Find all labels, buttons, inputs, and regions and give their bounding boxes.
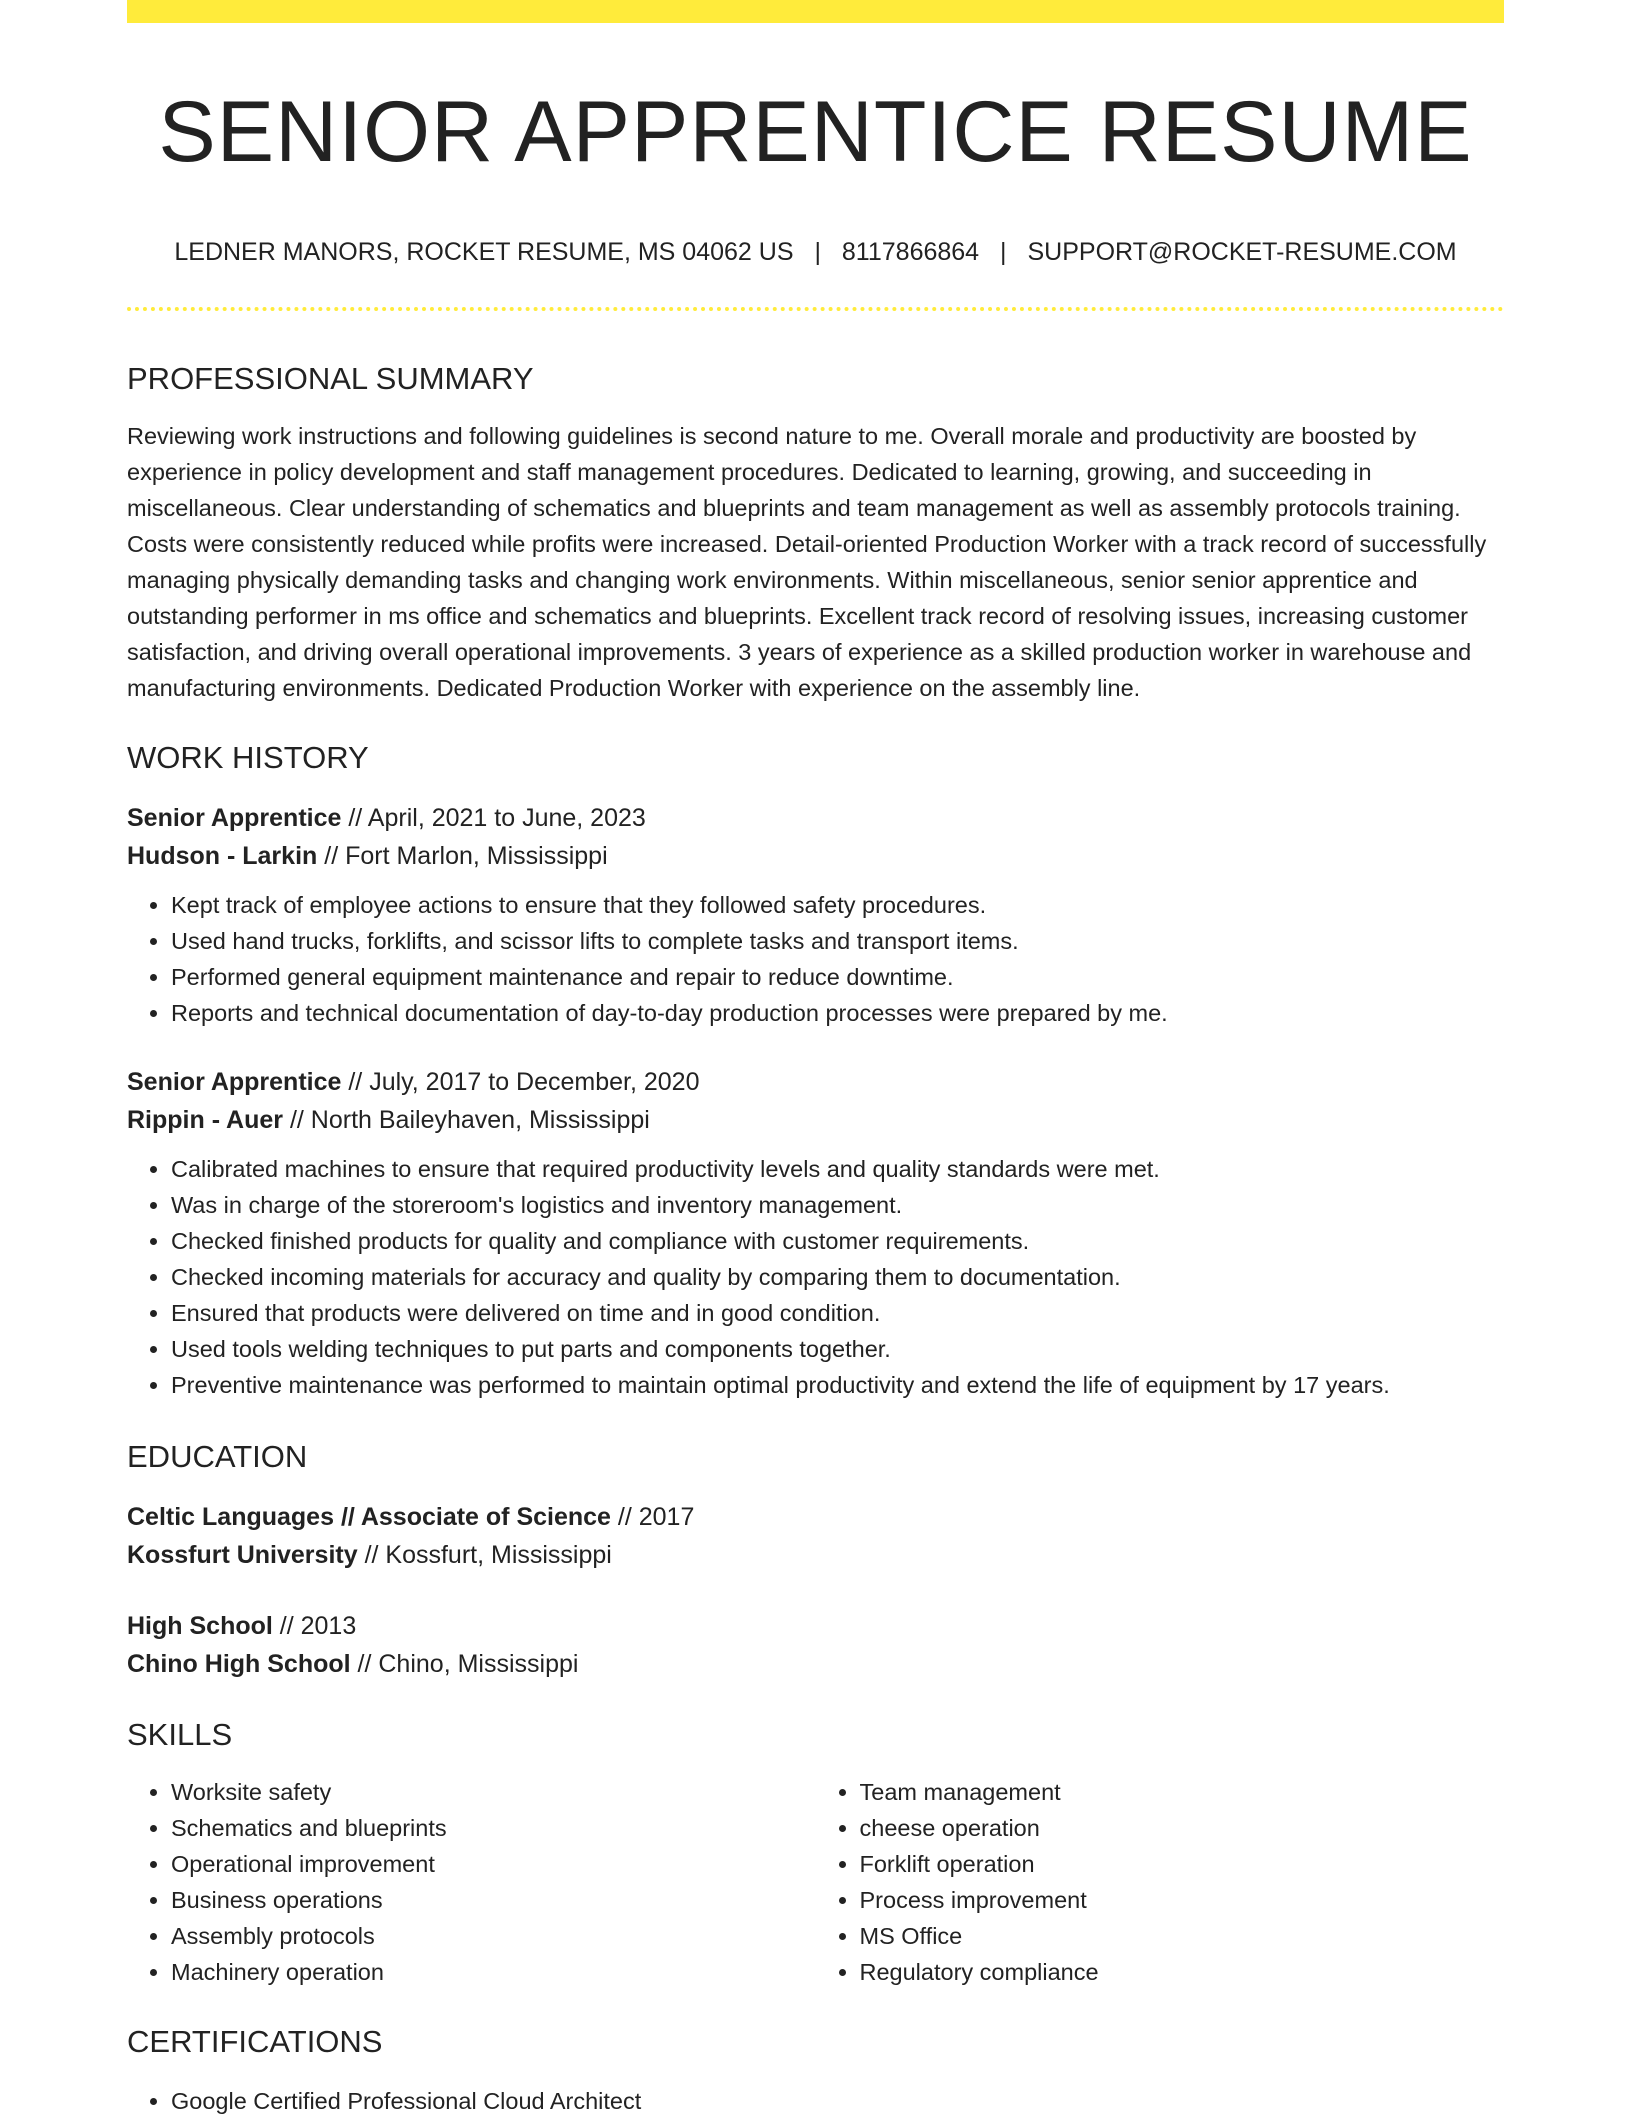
list-item: • Process improvement <box>860 1882 1505 1918</box>
list-item: • Checked finished products for quality and compliance with customer requirements. <box>171 1223 1504 1259</box>
job-dates: // July, 2017 to December, 2020 <box>341 1067 700 1096</box>
summary-heading: PROFESSIONAL SUMMARY <box>127 360 534 396</box>
job-entry <box>127 799 1504 1031</box>
summary-text: Reviewing work instructions and following guidelines is second nature to me. Overall morale and productivity are boosted by experience in policy development and staff management procedures. Dedicated to learning, growing, and succeeding in miscellaneous. Clear understanding of schematics and blueprints and team management as well as assembly protocols training. Costs were consistently reduced while profits were increased. Detail-oriented Production Worker with a track record of successfully managing physically demanding tasks and changing work environments. Within miscellaneous, senior senior apprentice and outstanding performer in ms office and schematics and blueprints. Excellent track record of resolving issues, increasing customer satisfaction, and driving overall operational improvements. 3 years of experience as a skilled production worker in warehouse and manufacturing environments. Dedicated Production Worker with experience on the assembly line. <box>127 422 1487 701</box>
resume-page <box>127 0 1504 2119</box>
job-dates: // April, 2021 to June, 2023 <box>341 803 646 832</box>
list-item: • MS Office <box>860 1918 1505 1954</box>
education-heading: EDUCATION <box>127 1438 308 1474</box>
education-school: Chino High School <box>127 1649 351 1678</box>
list-item: • Used tools welding techniques to put parts and components together. <box>171 1331 1504 1367</box>
job-entry <box>127 1063 1504 1403</box>
education-year: // 2017 <box>610 1502 695 1531</box>
education-school-line <box>127 1645 1504 1683</box>
job-company-line <box>127 1101 1504 1139</box>
job-role: Senior Apprentice <box>127 803 342 832</box>
list-item: • Worksite safety <box>171 1774 816 1810</box>
job-location: // North Baileyhaven, Mississippi <box>283 1105 650 1134</box>
education-entry <box>127 1498 1504 1574</box>
certifications-heading: CERTIFICATIONS <box>127 2023 383 2059</box>
list-item: • Was in charge of the storeroom's logistics and inventory management. <box>171 1187 1504 1223</box>
skills-columns <box>127 1774 1504 1990</box>
contact-address: LEDNER MANORS, ROCKET RESUME, MS 04062 US <box>174 237 794 266</box>
education-degree-line <box>127 1498 1504 1536</box>
education-location: // Chino, Mississippi <box>350 1649 579 1678</box>
list-item: • Calibrated machines to ensure that required productivity levels and quality standards were met. <box>171 1151 1504 1187</box>
top-accent-bar <box>127 0 1504 23</box>
work-history-heading: WORK HISTORY <box>127 739 369 775</box>
education-school: Kossfurt University <box>127 1540 358 1569</box>
job-role: Senior Apprentice <box>127 1067 342 1096</box>
list-item: • Machinery operation <box>171 1954 816 1990</box>
list-item: • Team management <box>860 1774 1505 1810</box>
education-location: // Kossfurt, Mississippi <box>357 1540 612 1569</box>
list-item: • cheese operation <box>860 1810 1505 1846</box>
job-company: Hudson - Larkin <box>127 841 318 870</box>
contact-email: SUPPORT@ROCKET-RESUME.COM <box>1027 237 1457 266</box>
education-entry <box>127 1607 1504 1683</box>
job-bullets <box>127 1151 1504 1403</box>
list-item: • Ensured that products were delivered on time and in good condition. <box>171 1295 1504 1331</box>
certifications-list <box>127 2083 1504 2119</box>
job-company-line <box>127 837 1504 875</box>
job-bullets <box>127 887 1504 1031</box>
list-item: • Operational improvement <box>171 1846 816 1882</box>
list-item: • Schematics and blueprints <box>171 1810 816 1846</box>
job-location: // Fort Marlon, Mississippi <box>317 841 608 870</box>
education-school-line <box>127 1536 1504 1574</box>
list-item: • Regulatory compliance <box>860 1954 1505 1990</box>
skills-list-left <box>127 1774 816 1990</box>
dotted-divider <box>127 307 1504 311</box>
contact-line <box>127 238 1504 267</box>
list-item: • Assembly protocols <box>171 1918 816 1954</box>
list-item: • Forklift operation <box>860 1846 1505 1882</box>
education-year: // 2013 <box>272 1611 357 1640</box>
education-degree: Celtic Languages // Associate of Science <box>127 1502 611 1531</box>
contact-separator: | <box>1000 237 1007 266</box>
list-item: • Checked incoming materials for accuracy and quality by comparing them to documentation. <box>171 1259 1504 1295</box>
list-item: • Performed general equipment maintenance and repair to reduce downtime. <box>171 959 1504 995</box>
list-item: • Kept track of employee actions to ensure that they followed safety procedures. <box>171 887 1504 923</box>
education-degree: High School <box>127 1611 273 1640</box>
skills-heading: SKILLS <box>127 1716 233 1752</box>
list-item: • Reports and technical documentation of day-to-day production processes were prepared by me. <box>171 995 1504 1031</box>
list-item: • Preventive maintenance was performed to maintain optimal productivity and extend the life of equipment by 17 years. <box>171 1367 1504 1403</box>
contact-separator: | <box>814 237 821 266</box>
job-title-line <box>127 1063 1504 1101</box>
list-item: • Business operations <box>171 1882 816 1918</box>
list-item: • Used hand trucks, forklifts, and scissor lifts to complete tasks and transport items. <box>171 923 1504 959</box>
contact-phone: 8117866864 <box>841 237 980 266</box>
education-degree-line <box>127 1607 1504 1645</box>
skills-list-right <box>816 1774 1505 1990</box>
resume-title: SENIOR APPRENTICE RESUME <box>158 84 1473 180</box>
job-title-line <box>127 799 1504 837</box>
list-item: • Google Certified Professional Cloud Architect <box>171 2083 1504 2119</box>
job-company: Rippin - Auer <box>127 1105 284 1134</box>
